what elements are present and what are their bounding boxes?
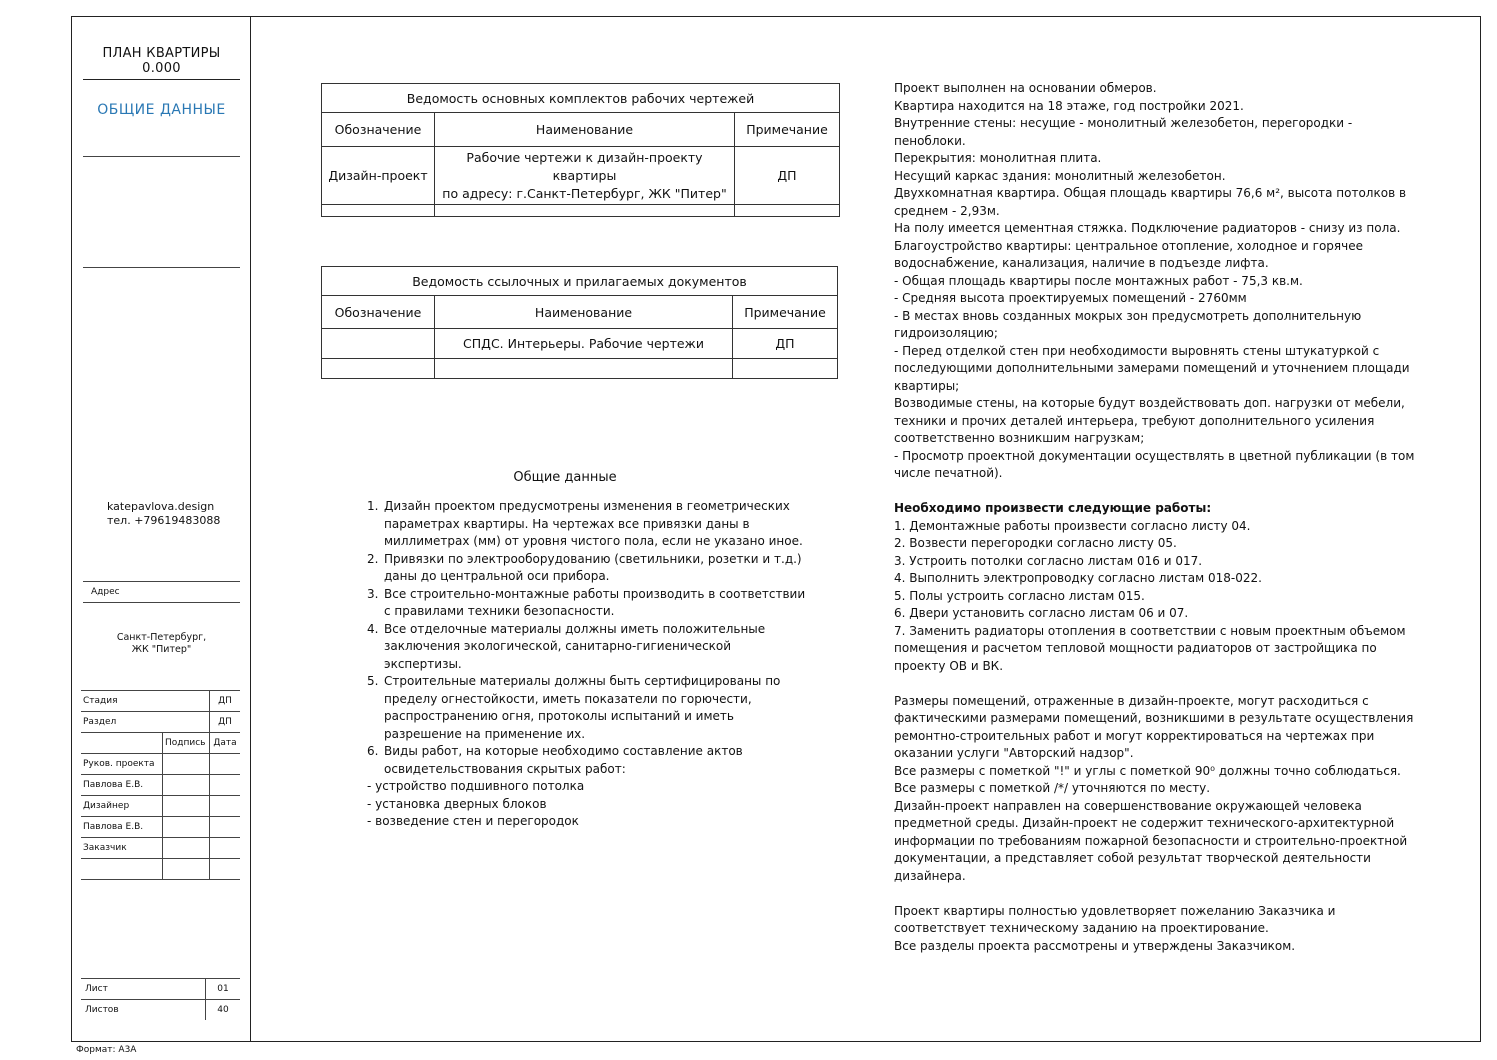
client-label: Заказчик	[81, 838, 163, 859]
hidden-work-item: - возведение стен и перегородок	[367, 814, 579, 828]
project-notes	[894, 80, 1424, 955]
project-description	[894, 80, 1424, 483]
note-line: Размеры помещений, отраженные в дизайн-проекте, могут расходиться с фактическими размерами помещений, возникшими в результате осуществления ремонтно-строительных работ и могут корректироваться на чертежах при оказании услуги "Авторский надзор".	[894, 693, 1414, 760]
general-data-item	[367, 498, 807, 551]
note-line: Возводимые стены, на которые будут воздействовать доп. нагрузки от мебели, техники и прочих деталей интерьера, требуют дополнительного усиления соответственно возникшим нагрузкам;	[894, 396, 1405, 445]
column-header: Примечание	[735, 113, 840, 147]
item-text: Привязки по электрооборудованию (светильники, розетки и т.д.) даны до центральной оси прибора.	[384, 551, 802, 583]
item-text: Дизайн проектом предусмотрены изменения в геометрических параметрах квартиры. На чертежах все привязки даны в миллиметрах (мм) от уровня чистого пола, если не указано иное.	[384, 499, 803, 548]
general-data-item	[367, 743, 807, 778]
references-register-table	[321, 266, 838, 379]
cell-code: Дизайн-проект	[322, 147, 435, 205]
item-text: Виды работ, на которые необходимо составление актов освидетельствования скрытых работ:	[384, 744, 743, 776]
section-title: ОБЩИЕ ДАННЫЕ	[97, 102, 226, 118]
work-item: 6. Двери установить согласно листам 06 и 07.	[894, 606, 1189, 620]
cell-name: СПДС. Интерьеры. Рабочие чертежи	[435, 329, 733, 359]
note-line: - Средняя высота проектируемых помещений - 2760мм	[894, 291, 1247, 305]
format-label: Формат: А3А	[76, 1045, 137, 1055]
note-line: Все размеры с пометкой "!" и углы с пометкой 90⁰ должны точно соблюдаться. Все размеры с пометкой /*/ уточняются по месту.	[894, 763, 1401, 795]
general-data-list	[367, 498, 807, 831]
designer-label: Дизайнер	[81, 796, 163, 817]
note-line: - Просмотр проектной документации осуществлять в цветной публикации (в том числе печатной).	[894, 448, 1415, 480]
column-header: Наименование	[435, 296, 733, 329]
note-line: Проект выполнен на основании обмеров.	[894, 81, 1157, 95]
column-header: Обозначение	[322, 113, 435, 147]
cell-note: ДП	[733, 329, 838, 359]
divider	[83, 156, 240, 157]
note-line: Дизайн-проект направлен на совершенствование окружающей человека предметной среды. Дизайн-проект не содержит технического-архитектурной информации по требованиям пожарной безопасности и строительно-проектной документации, а представляет собой результат творческой деятельности дизайнера.	[894, 798, 1408, 883]
sheet-label: Лист	[81, 979, 206, 1000]
note-line: Перекрытия: монолитная плита.	[894, 151, 1102, 165]
item-number: 2.	[367, 551, 379, 566]
section-value: ДП	[210, 712, 241, 733]
title-block-sidebar	[71, 16, 251, 1042]
note-line: - В местах вновь созданных мокрых зон предусмотреть дополнительную гидроизоляцию;	[894, 308, 1362, 340]
table-title: Ведомость основных комплектов рабочих чертежей	[322, 84, 840, 113]
works-title: Необходимо произвести следующие работы:	[894, 501, 1212, 515]
note-line: Внутренние стены: несущие - монолитный железобетон, перегородки - пеноблоки.	[894, 116, 1353, 148]
section-label: Раздел	[81, 712, 210, 733]
designer-name: Павлова Е.В.	[81, 817, 163, 838]
item-text: Все отделочные материалы должны иметь положительные заключения экологической, санитарно-гигиенической экспертизы.	[384, 621, 766, 671]
note-line: Все разделы проекта рассмотрены и утверждены Заказчиком.	[894, 938, 1296, 953]
sheet-count-block	[81, 978, 240, 1020]
note-line: Благоустройство квартиры: центральное отопление, холодное и горячее водоснабжение, канализация, наличие в подъезде лифта.	[894, 238, 1363, 270]
head-label: Руков. проекта	[81, 754, 163, 775]
head-name: Павлова Е.В.	[81, 775, 163, 796]
cell-note: ДП	[735, 147, 840, 205]
general-data-title: Общие данные	[513, 470, 617, 485]
column-header: Наименование	[435, 113, 735, 147]
contact-phone: тел. +79619483088	[107, 514, 221, 527]
address-value	[83, 632, 240, 656]
note-line: На полу имеется цементная стяжка. Подключение радиаторов - снизу из пола.	[894, 221, 1401, 235]
approval-notes	[894, 903, 1424, 956]
item-number: 4.	[367, 621, 379, 636]
address-line: Санкт-Петербург,	[116, 632, 207, 643]
note-line: Квартира находится на 18 этаже, год постройки 2021.	[894, 98, 1244, 113]
column-header: Примечание	[733, 296, 838, 329]
item-number: 5.	[367, 674, 379, 688]
note-line: Двухкомнатная квартира. Общая площадь квартиры 76,6 м², высота потолков в среднем - 2,93м.	[894, 186, 1407, 218]
work-item: 2. Возвести перегородки согласно листу 05.	[894, 536, 1177, 550]
address-line: ЖК "Питер"	[131, 644, 192, 655]
note-line: Несущий каркас здания: монолитный железобетон.	[894, 168, 1226, 183]
work-item: 4. Выполнить электропроводку согласно листам 018-022.	[894, 571, 1262, 585]
work-item: 5. Полы устроить согласно листам 015.	[894, 588, 1145, 603]
item-text: Строительные материалы должны быть сертифицированы по пределу огнестойкости, иметь показатели по горючести, распространению огня, протоколы испытаний и иметь разрешение на применение их.	[384, 674, 781, 741]
title-stamp	[81, 690, 240, 880]
divider	[83, 267, 240, 268]
sheet-value: 01	[206, 979, 241, 1000]
divider	[83, 581, 240, 582]
sheets-label: Листов	[81, 1000, 206, 1021]
general-data-item	[367, 621, 807, 674]
sign-label: Подпись	[163, 733, 210, 754]
general-data-item	[367, 586, 807, 621]
cell-name	[435, 147, 735, 205]
drawings-register-table	[321, 83, 840, 217]
work-item: 3. Устроить потолки согласно листам 016 и 017.	[894, 553, 1203, 568]
contact-info	[107, 500, 220, 528]
address-label: Адрес	[91, 587, 120, 597]
item-number: 3.	[367, 586, 379, 601]
sheet-title: ПЛАН КВАРТИРЫ 0.000	[83, 46, 240, 80]
work-item: 7. Заменить радиаторы отопления в соответствии с новым проектным объемом помещения и расчетом тепловой мощности радиаторов от застройщика по проекту ОВ и ВК.	[894, 623, 1406, 673]
dimensions-notes	[894, 693, 1424, 886]
date-label: Дата	[210, 733, 241, 754]
item-number: 6.	[367, 744, 379, 758]
hidden-work-item: - устройство подшивного потолка	[367, 779, 585, 793]
table-title: Ведомость ссылочных и прилагаемых документов	[322, 267, 838, 296]
sheets-value: 40	[206, 1000, 241, 1021]
general-data-item	[367, 551, 807, 586]
cell-name-line: по адресу: г.Санкт-Петербург, ЖК "Питер"	[442, 185, 727, 201]
works-list	[894, 518, 1424, 676]
item-text: Все строительно-монтажные работы производить в соответствии с правилами техники безопасности.	[384, 586, 806, 618]
contact-site: katepavlova.design	[107, 500, 215, 513]
divider	[83, 602, 240, 603]
note-line: - Перед отделкой стен при необходимости выровнять стены штукатуркой с последующими дополнительными замерами помещений и уточнением площади квартиры;	[894, 343, 1410, 393]
work-item: 1. Демонтажные работы произвести согласно листу 04.	[894, 518, 1251, 533]
note-line: Проект квартиры полностью удовлетворяет пожеланию Заказчика и соответствует техническому заданию на проектирование.	[894, 903, 1336, 935]
hidden-work-item: - установка дверных блоков	[367, 796, 547, 811]
cell-name-line: Рабочие чертежи к дизайн-проекту квартиры	[466, 149, 703, 183]
stage-label: Стадия	[81, 691, 210, 712]
general-data-item	[367, 673, 807, 743]
item-number: 1.	[367, 499, 379, 513]
cell-code	[322, 329, 435, 359]
note-line: - Общая площадь квартиры после монтажных работ - 75,3 кв.м.	[894, 273, 1303, 288]
column-header: Обозначение	[322, 296, 435, 329]
stage-value: ДП	[210, 691, 241, 712]
